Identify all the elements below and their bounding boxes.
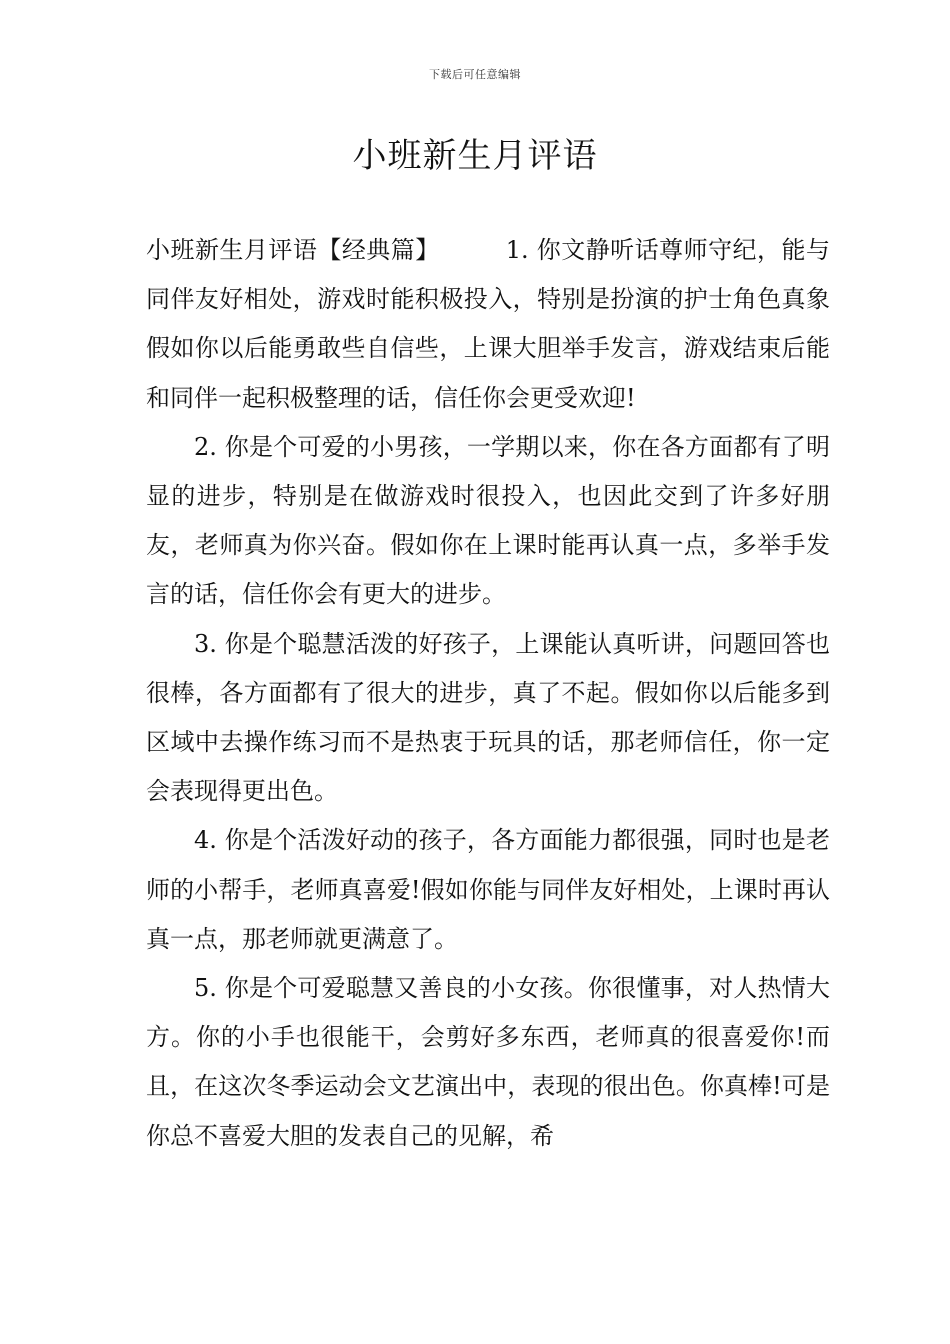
document-title: 小班新生月评语	[352, 136, 598, 176]
paragraph-3: 3. 你是个聪慧活泼的好孩子，上课能认真听讲，问题回答也很棒，各方面都有了很大的进步，真了不起。假如你以后能多到区域中去操作练习而不是热衷于玩具的话，那老师信任，你一定会表现得更出色。	[146, 629, 830, 806]
paragraph-4: 4. 你是个活泼好动的孩子，各方面能力都很强，同时也是老师的小帮手，老师真喜爱!假如你能与同伴友好相处，上课时再认真一点，那老师就更满意了。	[146, 826, 830, 953]
document-body	[146, 226, 830, 1161]
paragraph-5: 5. 你是个可爱聪慧又善良的小女孩。你很懂事，对人热情大方。你的小手也很能干，会剪好多东西，老师真的很喜爱你!而且，在这次冬季运动会文艺演出中，表现的很出色。你真棒!可是你总不喜爱大胆的发表自己的见解，希	[146, 974, 830, 1150]
paragraph-lead: 小班新生月评语【经典篇】	[146, 236, 440, 264]
paragraph-text: 1. 你文静听话尊师守纪，能与同伴友好相处，游戏时能积极投入，特别是扮演的护士角色真象假如你以后能勇敢些自信些，上课大胆举手发言，游戏结束后能和同伴一起积极整理的话，信任你会更受欢迎!	[146, 236, 830, 412]
paragraph-2: 2. 你是个可爱的小男孩，一学期以来，你在各方面都有了明显的进步，特别是在做游戏时很投入，也因此交到了许多好朋友，老师真为你兴奋。假如你在上课时能再认真一点，多举手发言的话，信任你会有更大的进步。	[146, 432, 830, 609]
header-note: 下载后可任意编辑	[429, 68, 521, 81]
paragraph-1	[146, 226, 830, 423]
